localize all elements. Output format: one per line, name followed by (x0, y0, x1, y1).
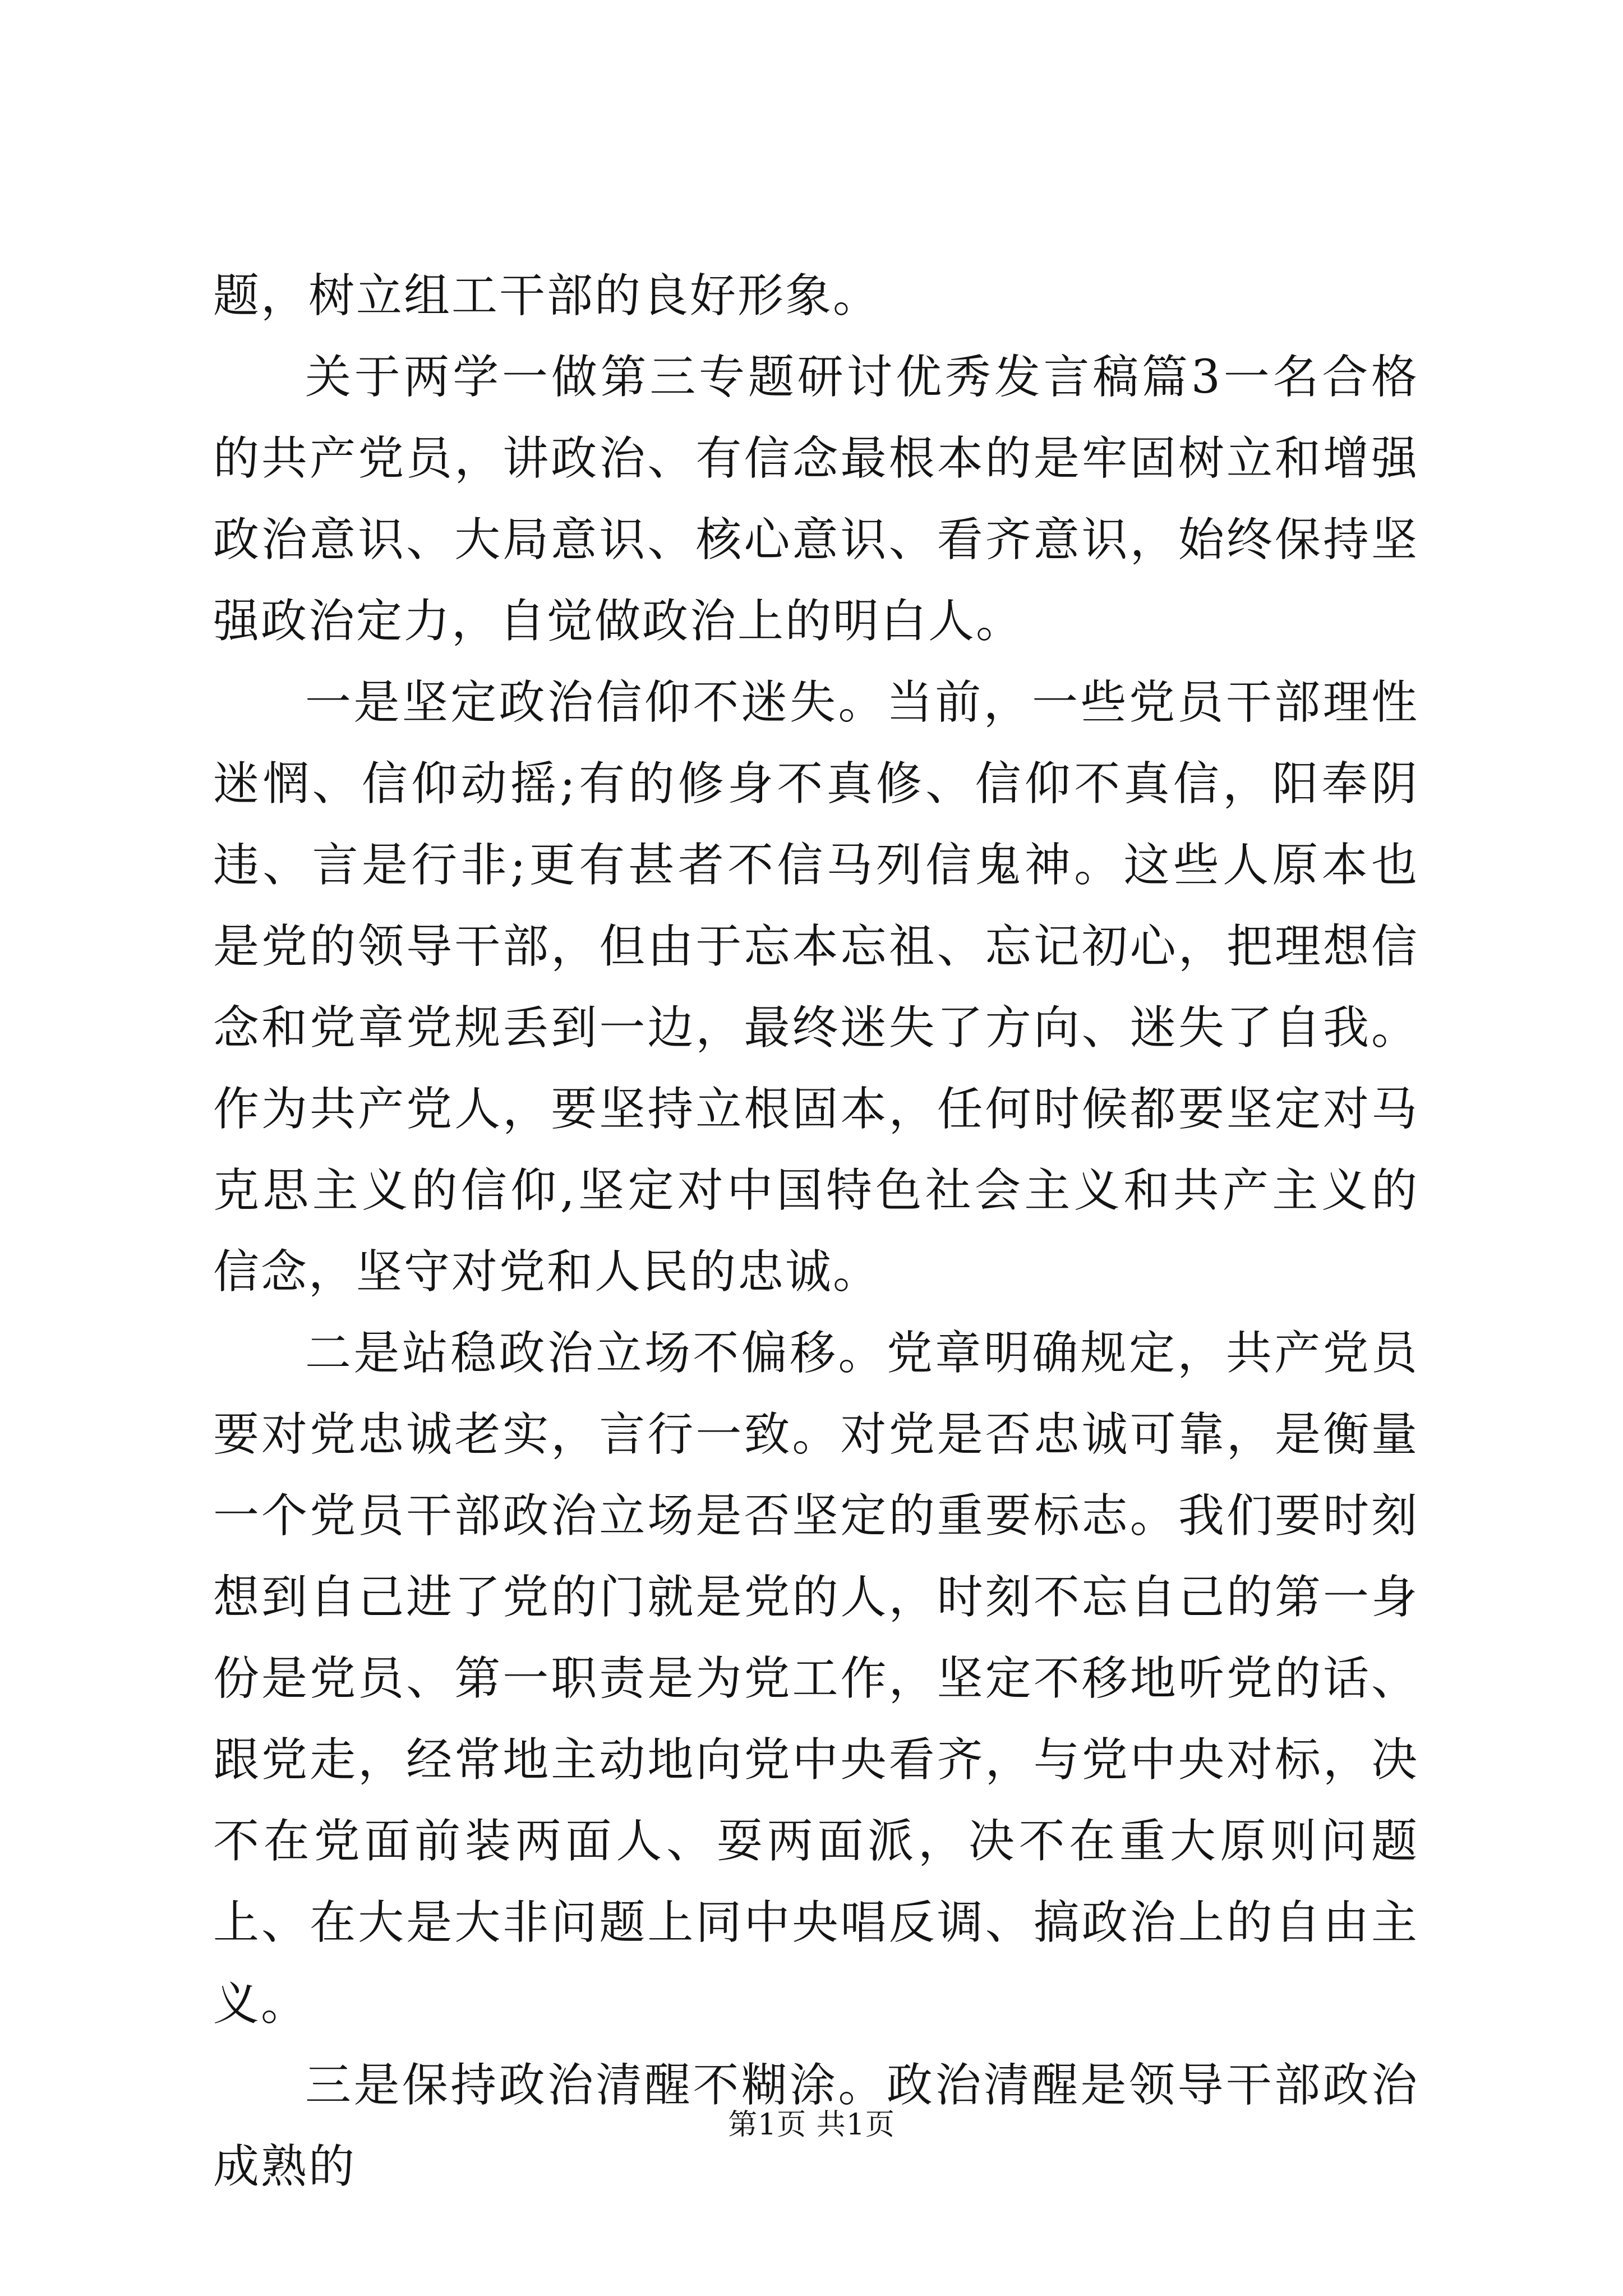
paragraph: 三是保持政治清醒不糊涂。政治清醒是领导干部政治成熟的 (213, 2059, 1419, 2193)
paragraph: 一是坚定政治信仰不迷失。当前，一些党员干部理性迷惘、信仰动摇;有的修身不真修、信仰不真信，阳奉阴违、言是行非;更有甚者不信马列信鬼神。这些人原本也是党的领导干部，但由于忘本忘祖、忘记初心，把理想信念和党章党规丢到一边，最终迷失了方向、迷失了自我。作为共产党人，要坚持立根固本，任何时候都要坚定对马克思主义的信仰,坚定对中国特色社会主义和共产主义的信念，坚守对党和人民的忠诚。 (213, 676, 1419, 1299)
paragraph: 题，树立组工干部的良好形象。 (213, 269, 881, 323)
page-footer: 第1页 共1页 (728, 2108, 895, 2142)
paragraph: 二是站稳政治立场不偏移。党章明确规定，共产党员要对党忠诚老实，言行一致。对党是否忠诚可靠，是衡量一个党员干部政治立场是否坚定的重要标志。我们要时刻想到自己进了党的门就是党的人，时刻不忘自己的第一身份是党员、第一职责是为党工作，坚定不移地听党的话、跟党走，经常地主动地向党中央看齐，与党中央对标，决不在党面前装两面人、耍两面派，决不在重大原则问题上、在大是大非问题上同中央唱反调、搞政治上的自由主义。 (213, 1327, 1419, 2031)
document-body (213, 255, 1419, 2207)
paragraph: 关于两学一做第三专题研讨优秀发言稿篇3一名合格的共产党员，讲政治、有信念最根本的是牢固树立和增强政治意识、大局意识、核心意识、看齐意识，始终保持坚强政治定力，自觉做政治上的明白人。 (213, 351, 1419, 648)
